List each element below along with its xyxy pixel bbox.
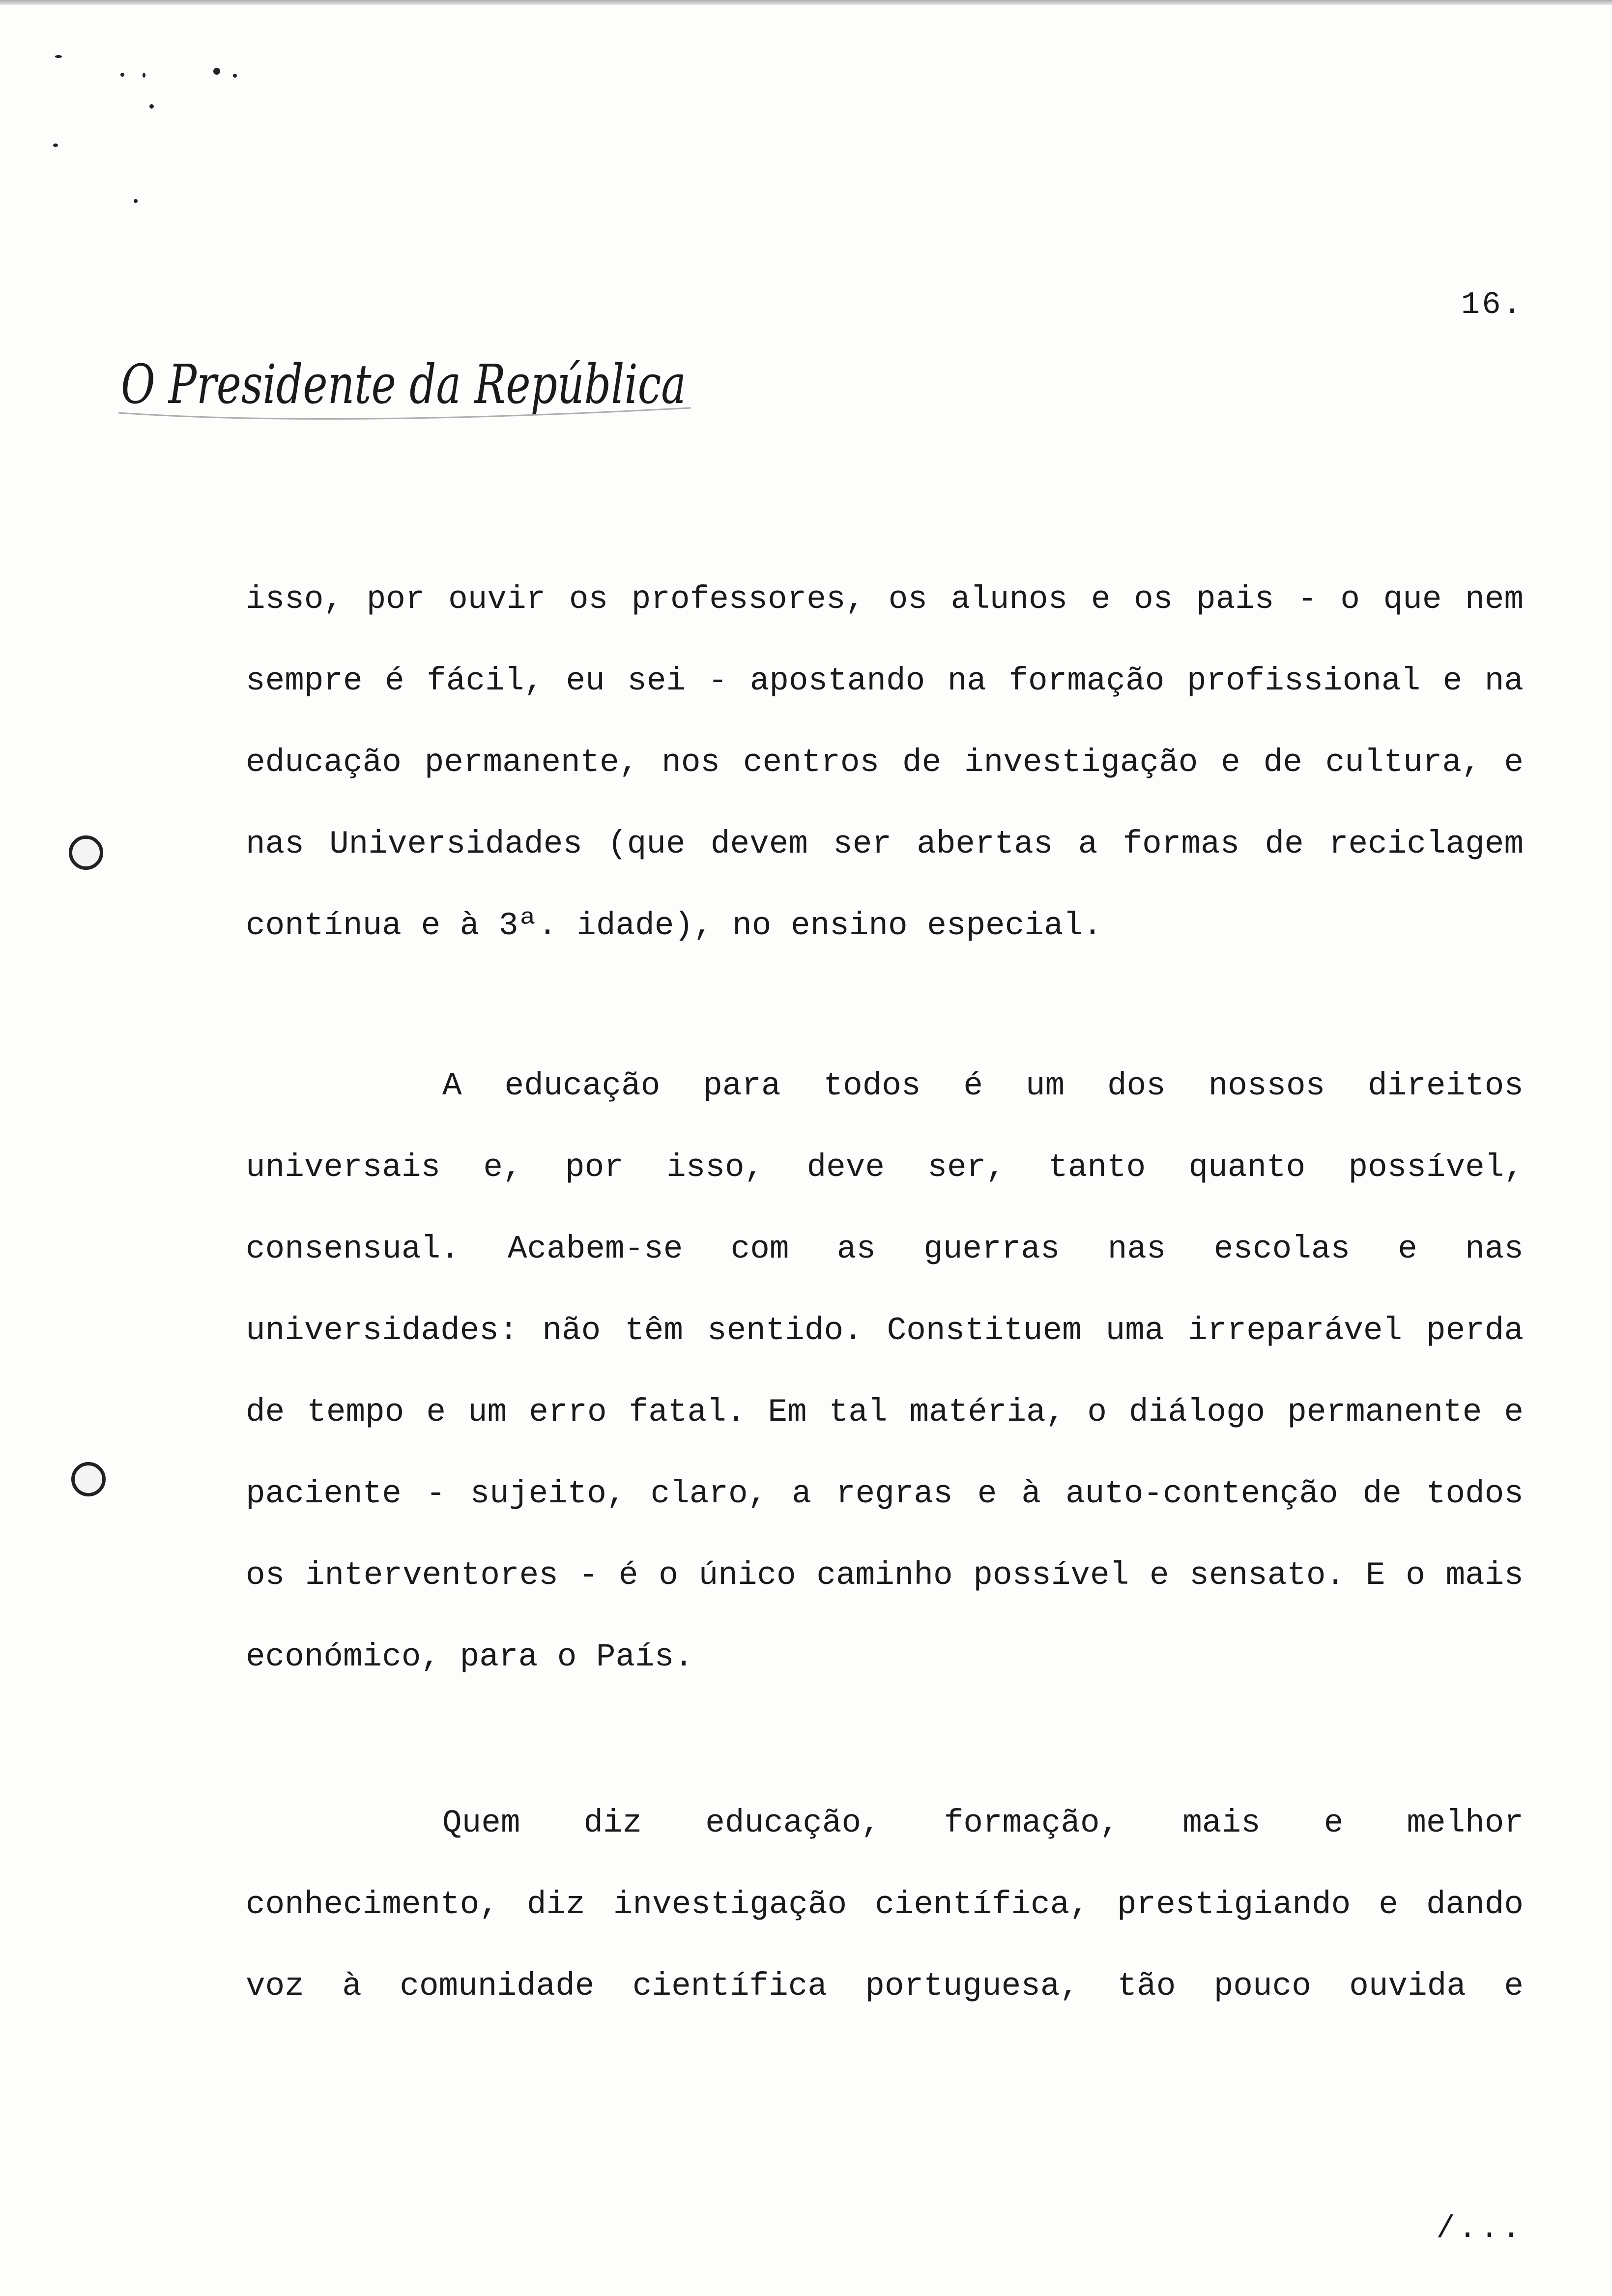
text-line: A educação para todos é um dos nossos direitos [442,1067,1524,1104]
text-line: universidades: não têm sentido. Constituem uma irreparável perda [246,1312,1524,1349]
text-line: sempre é fácil, eu sei - apostando na formação profissional e na [246,662,1524,699]
text-line: isso, por ouvir os professores, os alunos e os pais - o que nem [246,581,1524,618]
scan-speck [55,55,62,58]
text-line: nas Universidades (que devem ser abertas a formas de reciclagem [246,826,1524,862]
text-line: contínua e à 3ª. idade), no ensino especial. [246,907,1102,944]
scan-speck [233,74,237,78]
text-line: educação permanente, nos centros de investigação e de cultura, e [246,744,1524,781]
punch-hole-lower [71,1462,106,1496]
text-line: de tempo e um erro fatal. Em tal matéria, o diálogo permanente e [246,1394,1524,1431]
svg-text:O Presidente da República: O Presidente da República [121,353,686,416]
scan-speck [143,73,145,78]
text-line: consensual. Acabem-se com as guerras nas escolas e nas [246,1231,1524,1267]
text-line: paciente - sujeito, claro, a regras e à auto-contenção de todos [246,1475,1524,1512]
text-line: voz à comunidade científica portuguesa, tão pouco ouvida e [246,1968,1524,2005]
punch-hole-upper [69,835,103,870]
text-line: Quem diz educação, formação, mais e melhor [442,1805,1524,1841]
scan-speck [134,199,138,203]
text-line: os interventores - é o único caminho possível e sensato. E o mais [246,1557,1524,1594]
page-number: 16. [1461,287,1524,323]
letterhead-emblem [116,339,696,437]
continuation-mark: /... [1436,2211,1524,2247]
text-line: conhecimento, diz investigação científica, prestigiando e dando [246,1886,1524,1923]
paragraph-2 [246,1045,1524,1698]
scan-speck [149,104,154,109]
scan-top-edge [0,0,1612,5]
text-line: económico, para o País. [246,1638,693,1675]
scan-speck [120,73,124,77]
scan-speck [53,144,58,147]
scan-speck [213,68,220,75]
paragraph-1 [246,559,1524,967]
paragraph-3 [246,1782,1524,2027]
text-line: universais e, por isso, deve ser, tanto quanto possível, [246,1149,1524,1186]
